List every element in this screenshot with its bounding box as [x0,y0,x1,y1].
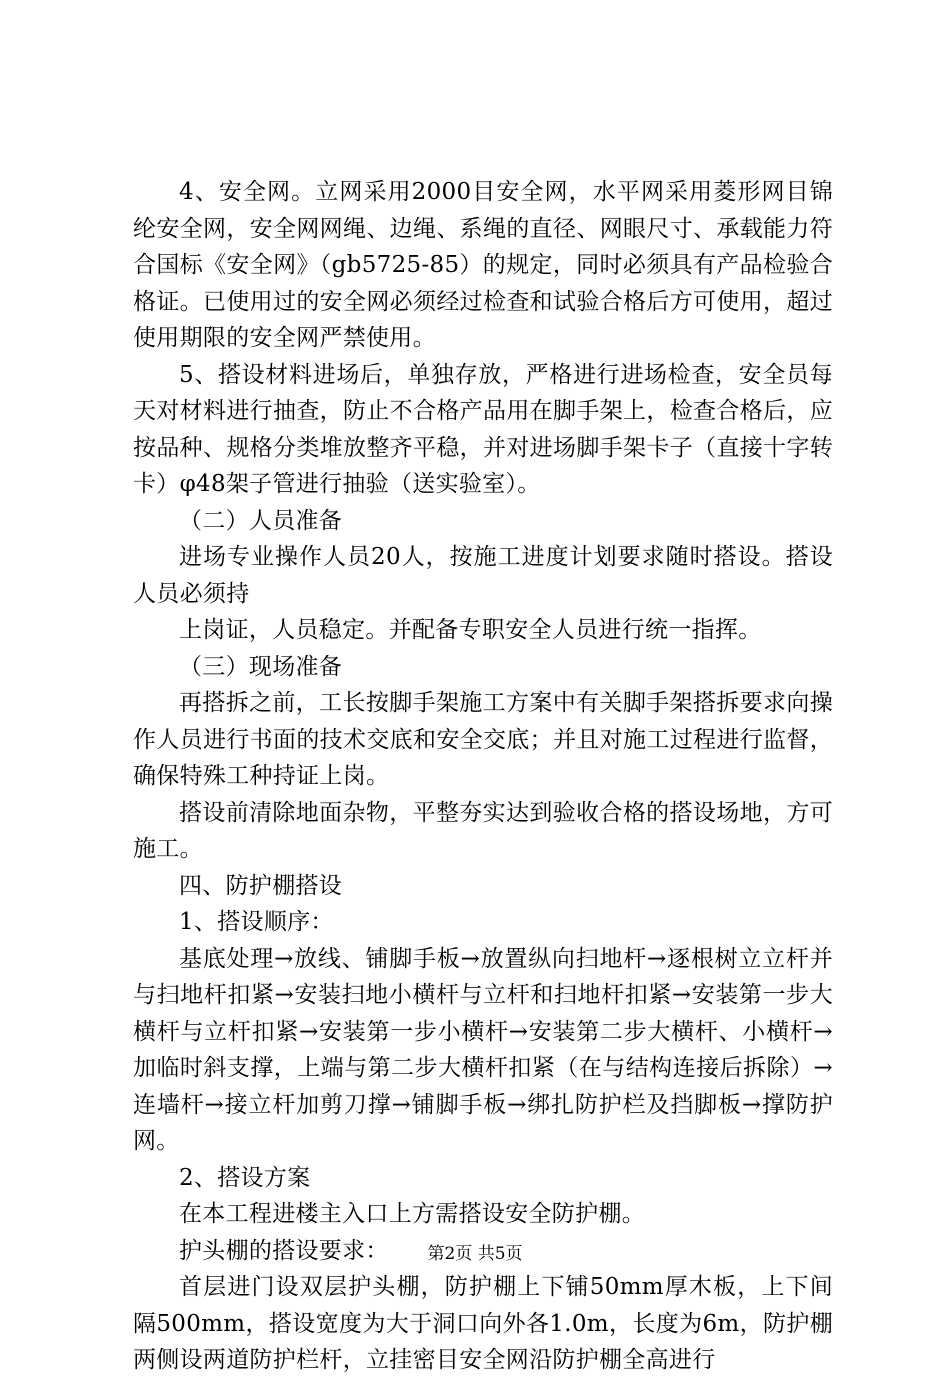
paragraph-briefing: 再搭拆之前，工长按脚手架施工方案中有关脚手架搭拆要求向操作人员进行书面的技术交底和安全交底；并且对施工过程进行监督，确保特殊工种持证上岗。 [133,690,833,789]
section-heading-site: （三）现场准备 [179,653,343,680]
paragraph-site-clearing: 搭设前清除地面杂物，平整夯实达到验收合格的搭设场地，方可施工。 [133,799,833,862]
section-heading-personnel: （二）人员准备 [179,507,343,534]
paragraph-material-entry: 5、搭设材料进场后，单独存放，严格进行进场检查，安全员每天对材料进行抽查，防止不合格产品用在脚手架上，检查合格后，应按品种、规格分类堆放整齐平稳，并对进场脚手架卡子（直接十字转卡）φ48架子管进行抽验（送实验室）。 [133,361,833,497]
paragraph-safety-net: 4、安全网。立网采用2000目安全网，水平网采用菱形网目锦纶安全网，安全网网绳、边绳、系绳的直径、网眼尺寸、承载能力符合国标《安全网》（gb5725-85）的规定，同时必须具有产品检验合格证。已使用过的安全网必须经过检查和试验合格后方可使用，超过使用期限的安全网严禁使用。 [133,179,833,351]
document-body [133,174,833,1379]
paragraph-sequence: 基底处理→放线、铺脚手板→放置纵向扫地杆→逐根树立立杆并与扫地杆扣紧→安装扫地小横杆与立杆和扫地杆扣紧→安装第一步大横杆与立杆扣紧→安装第一步小横杆→安装第二步大横杆、小横杆→加临时斜支撑，上端与第二步大横杆扣紧（在与结构连接后拆除）→连墙杆→接立杆加剪刀撑→铺脚手板→绑扎防护栏及挡脚板→撑防护网。 [133,945,833,1154]
subheading-plan: 2、搭设方案 [179,1164,311,1191]
paragraph-canopy-details: 首层进门设双层护头棚，防护棚上下铺50mm厚木板，上下间隔500mm，搭设宽度为大于洞口向外各1.0m，长度为6m，防护棚两侧设两道防护栏杆，立挂密目安全网沿防护棚全高进行 [133,1274,833,1373]
section-heading-canopy: 四、防护棚搭设 [179,872,343,899]
paragraph-certification: 上岗证，人员稳定。并配备专职安全人员进行统一指挥。 [179,617,762,643]
paragraph-plan: 在本工程进楼主入口上方需搭设安全防护棚。 [179,1201,645,1227]
page-number-footer: 第2页 共5页 [427,1244,523,1264]
paragraph-canopy-requirements: 护头棚的搭设要求： [179,1237,389,1264]
paragraph-personnel: 进场专业操作人员20人，按施工进度计划要求随时搭设。搭设人员必须持 [133,544,833,607]
subheading-sequence: 1、搭设顺序： [179,909,334,935]
